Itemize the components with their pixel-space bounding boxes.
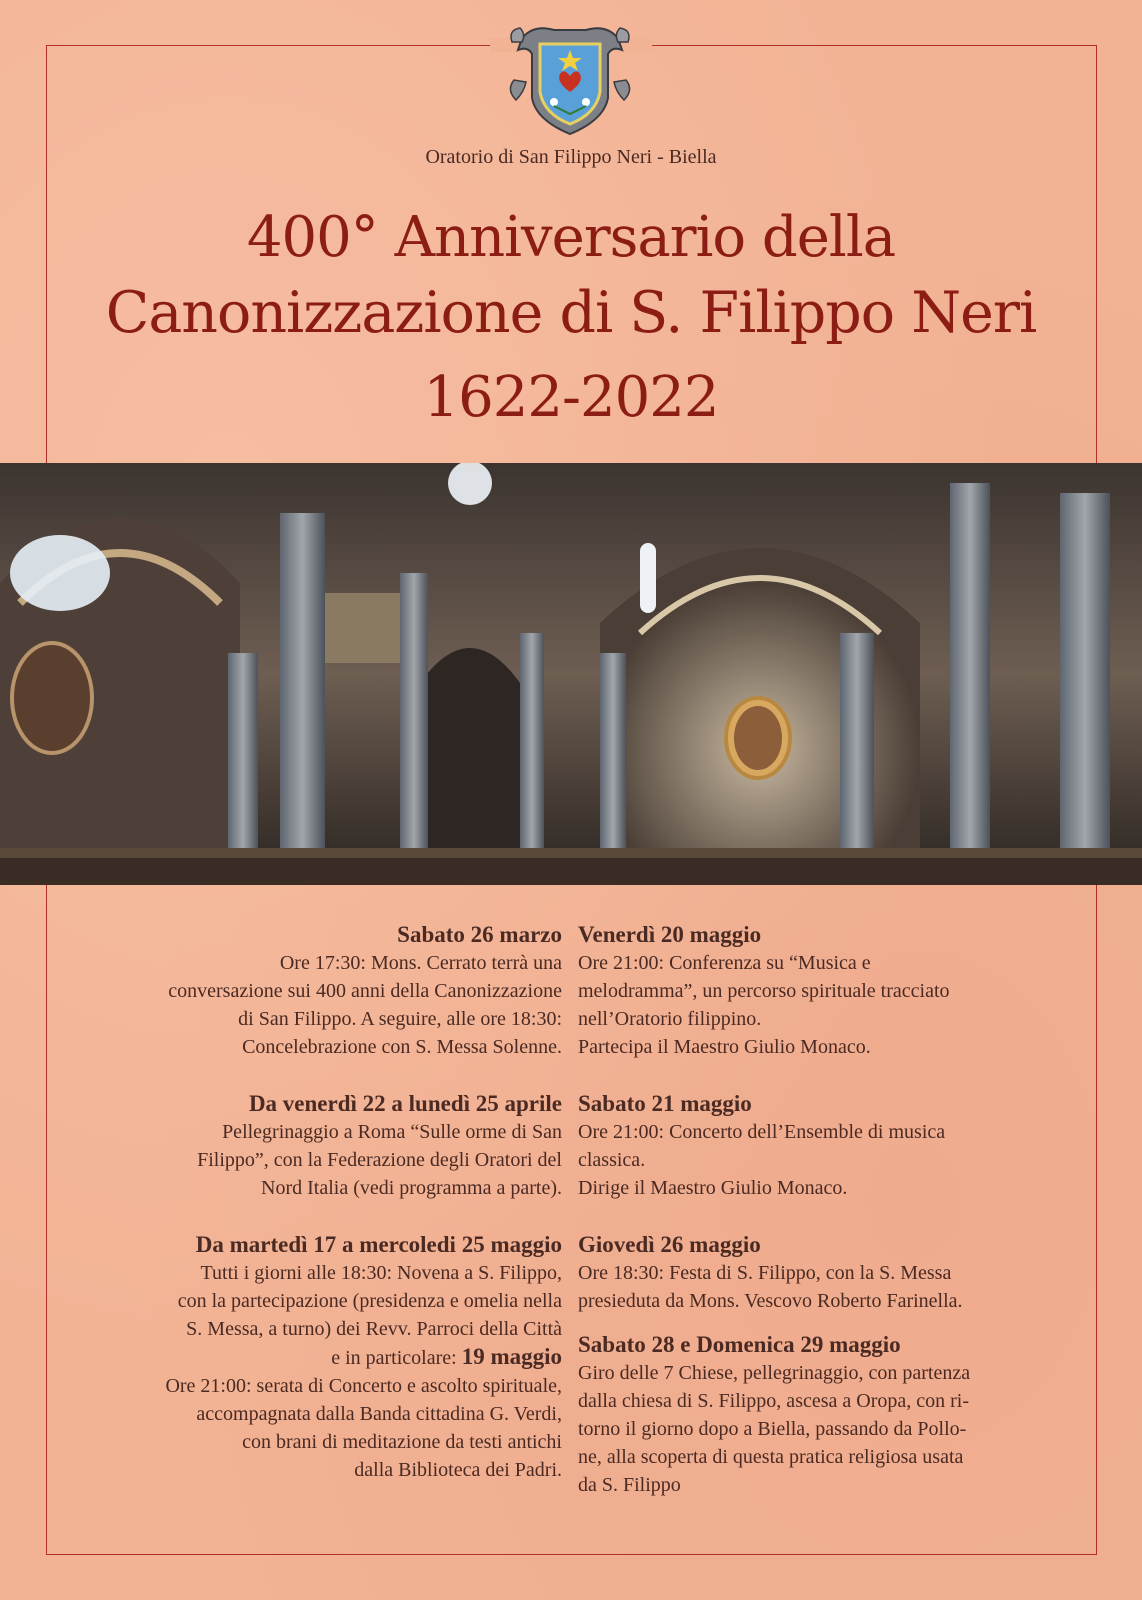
church-interior-photo (0, 463, 1142, 885)
event-line: con la partecipazione (presidenza e omelia nella (177, 1290, 562, 1312)
title-line-2: Canonizzazione di S. Filippo Neri (105, 280, 1037, 346)
event-line: Tutti i giorni alle 18:30: Novena a S. Filippo, (200, 1262, 562, 1284)
event-block (578, 1089, 1048, 1202)
event-line: Nord Italia (vedi programma a parte). (261, 1177, 562, 1199)
right-column (578, 920, 1048, 1527)
event-line: Ore 21:00: Concerto dell’Ensemble di musica (578, 1121, 946, 1143)
event-line: nell’Oratorio filippino. (578, 1008, 762, 1030)
event-line: classica. (578, 1149, 646, 1171)
event-date: Sabato 28 e Domenica 29 maggio (578, 1332, 901, 1357)
event-line: accompagnata dalla Banda cittadina G. Verdi, (196, 1403, 562, 1425)
event-line: Partecipa il Maestro Giulio Monaco. (578, 1036, 871, 1058)
event-date: Venerdì 20 maggio (578, 922, 762, 947)
event-description (578, 949, 1048, 1061)
event-block (90, 1230, 562, 1484)
event-block (578, 1230, 1048, 1315)
event-date: Sabato 21 maggio (578, 1091, 752, 1116)
event-line (90, 1343, 562, 1372)
event-line: melodramma”, un percorso spirituale tracciato (578, 980, 950, 1002)
title-line-1: 400° Anniversario della (246, 205, 896, 270)
event-block (90, 1089, 562, 1202)
title-line-3: 1622-2022 (423, 365, 719, 430)
event-description (90, 949, 562, 1061)
event-line: Filippo”, con la Federazione degli Oratori del (197, 1149, 562, 1171)
event-description (90, 1259, 562, 1484)
event-description (578, 1118, 1048, 1202)
event-line: dalla Biblioteca dei Padri. (354, 1459, 562, 1481)
event-date: Sabato 26 marzo (397, 922, 562, 947)
event-line: Ore 18:30: Festa di S. Filippo, con la S. Messa (578, 1262, 952, 1284)
event-block (90, 920, 562, 1061)
event-line: da S. Filippo (578, 1474, 681, 1496)
event-block (578, 920, 1048, 1061)
event-line: dalla chiesa di S. Filippo, ascesa a Oropa, con ri- (578, 1390, 969, 1412)
event-date: Da venerdì 22 a lunedì 25 aprile (248, 1091, 562, 1116)
event-line: torno il giorno dopo a Biella, passando da Pollo- (578, 1418, 967, 1440)
inline-prefix: e in particolare: (331, 1347, 462, 1369)
event-line: conversazione sui 400 anni della Canonizzazione (168, 980, 562, 1002)
event-line: ne, alla scoperta di questa pratica religiosa usata (578, 1446, 964, 1468)
event-line: Dirige il Maestro Giulio Monaco. (578, 1177, 848, 1199)
event-description (578, 1359, 1048, 1499)
sub-event-date: 19 maggio (461, 1344, 562, 1369)
event-line: Pellegrinaggio a Roma “Sulle orme di San (222, 1121, 562, 1143)
event-description (90, 1118, 562, 1202)
event-block (578, 1330, 1048, 1499)
event-line: con brani di meditazione da testi antichi (242, 1431, 562, 1453)
event-date: Da martedì 17 a mercoledi 25 maggio (195, 1232, 562, 1257)
event-line: Ore 21:00: Conferenza su “Musica e (578, 952, 871, 974)
event-line: Ore 21:00: serata di Concerto e ascolto spirituale, (165, 1375, 562, 1397)
event-date: Giovedì 26 maggio (578, 1232, 761, 1257)
event-line: S. Messa, a turno) dei Revv. Parroci della Città (186, 1318, 562, 1340)
event-description (578, 1259, 1048, 1315)
event-line: di San Filippo. A seguire, alle ore 18:30: (238, 1008, 562, 1030)
event-line: Giro delle 7 Chiese, pellegrinaggio, con partenza (578, 1362, 971, 1384)
event-line: Concelebrazione con S. Messa Solenne. (242, 1036, 562, 1058)
coat-of-arms-icon (504, 20, 636, 138)
event-line: Ore 17:30: Mons. Cerrato terrà una (279, 952, 562, 974)
left-column (90, 920, 562, 1512)
event-line: presieduta da Mons. Vescovo Roberto Farinella. (578, 1290, 963, 1312)
oratorio-subtitle: Oratorio di San Filippo Neri - Biella (425, 146, 717, 168)
